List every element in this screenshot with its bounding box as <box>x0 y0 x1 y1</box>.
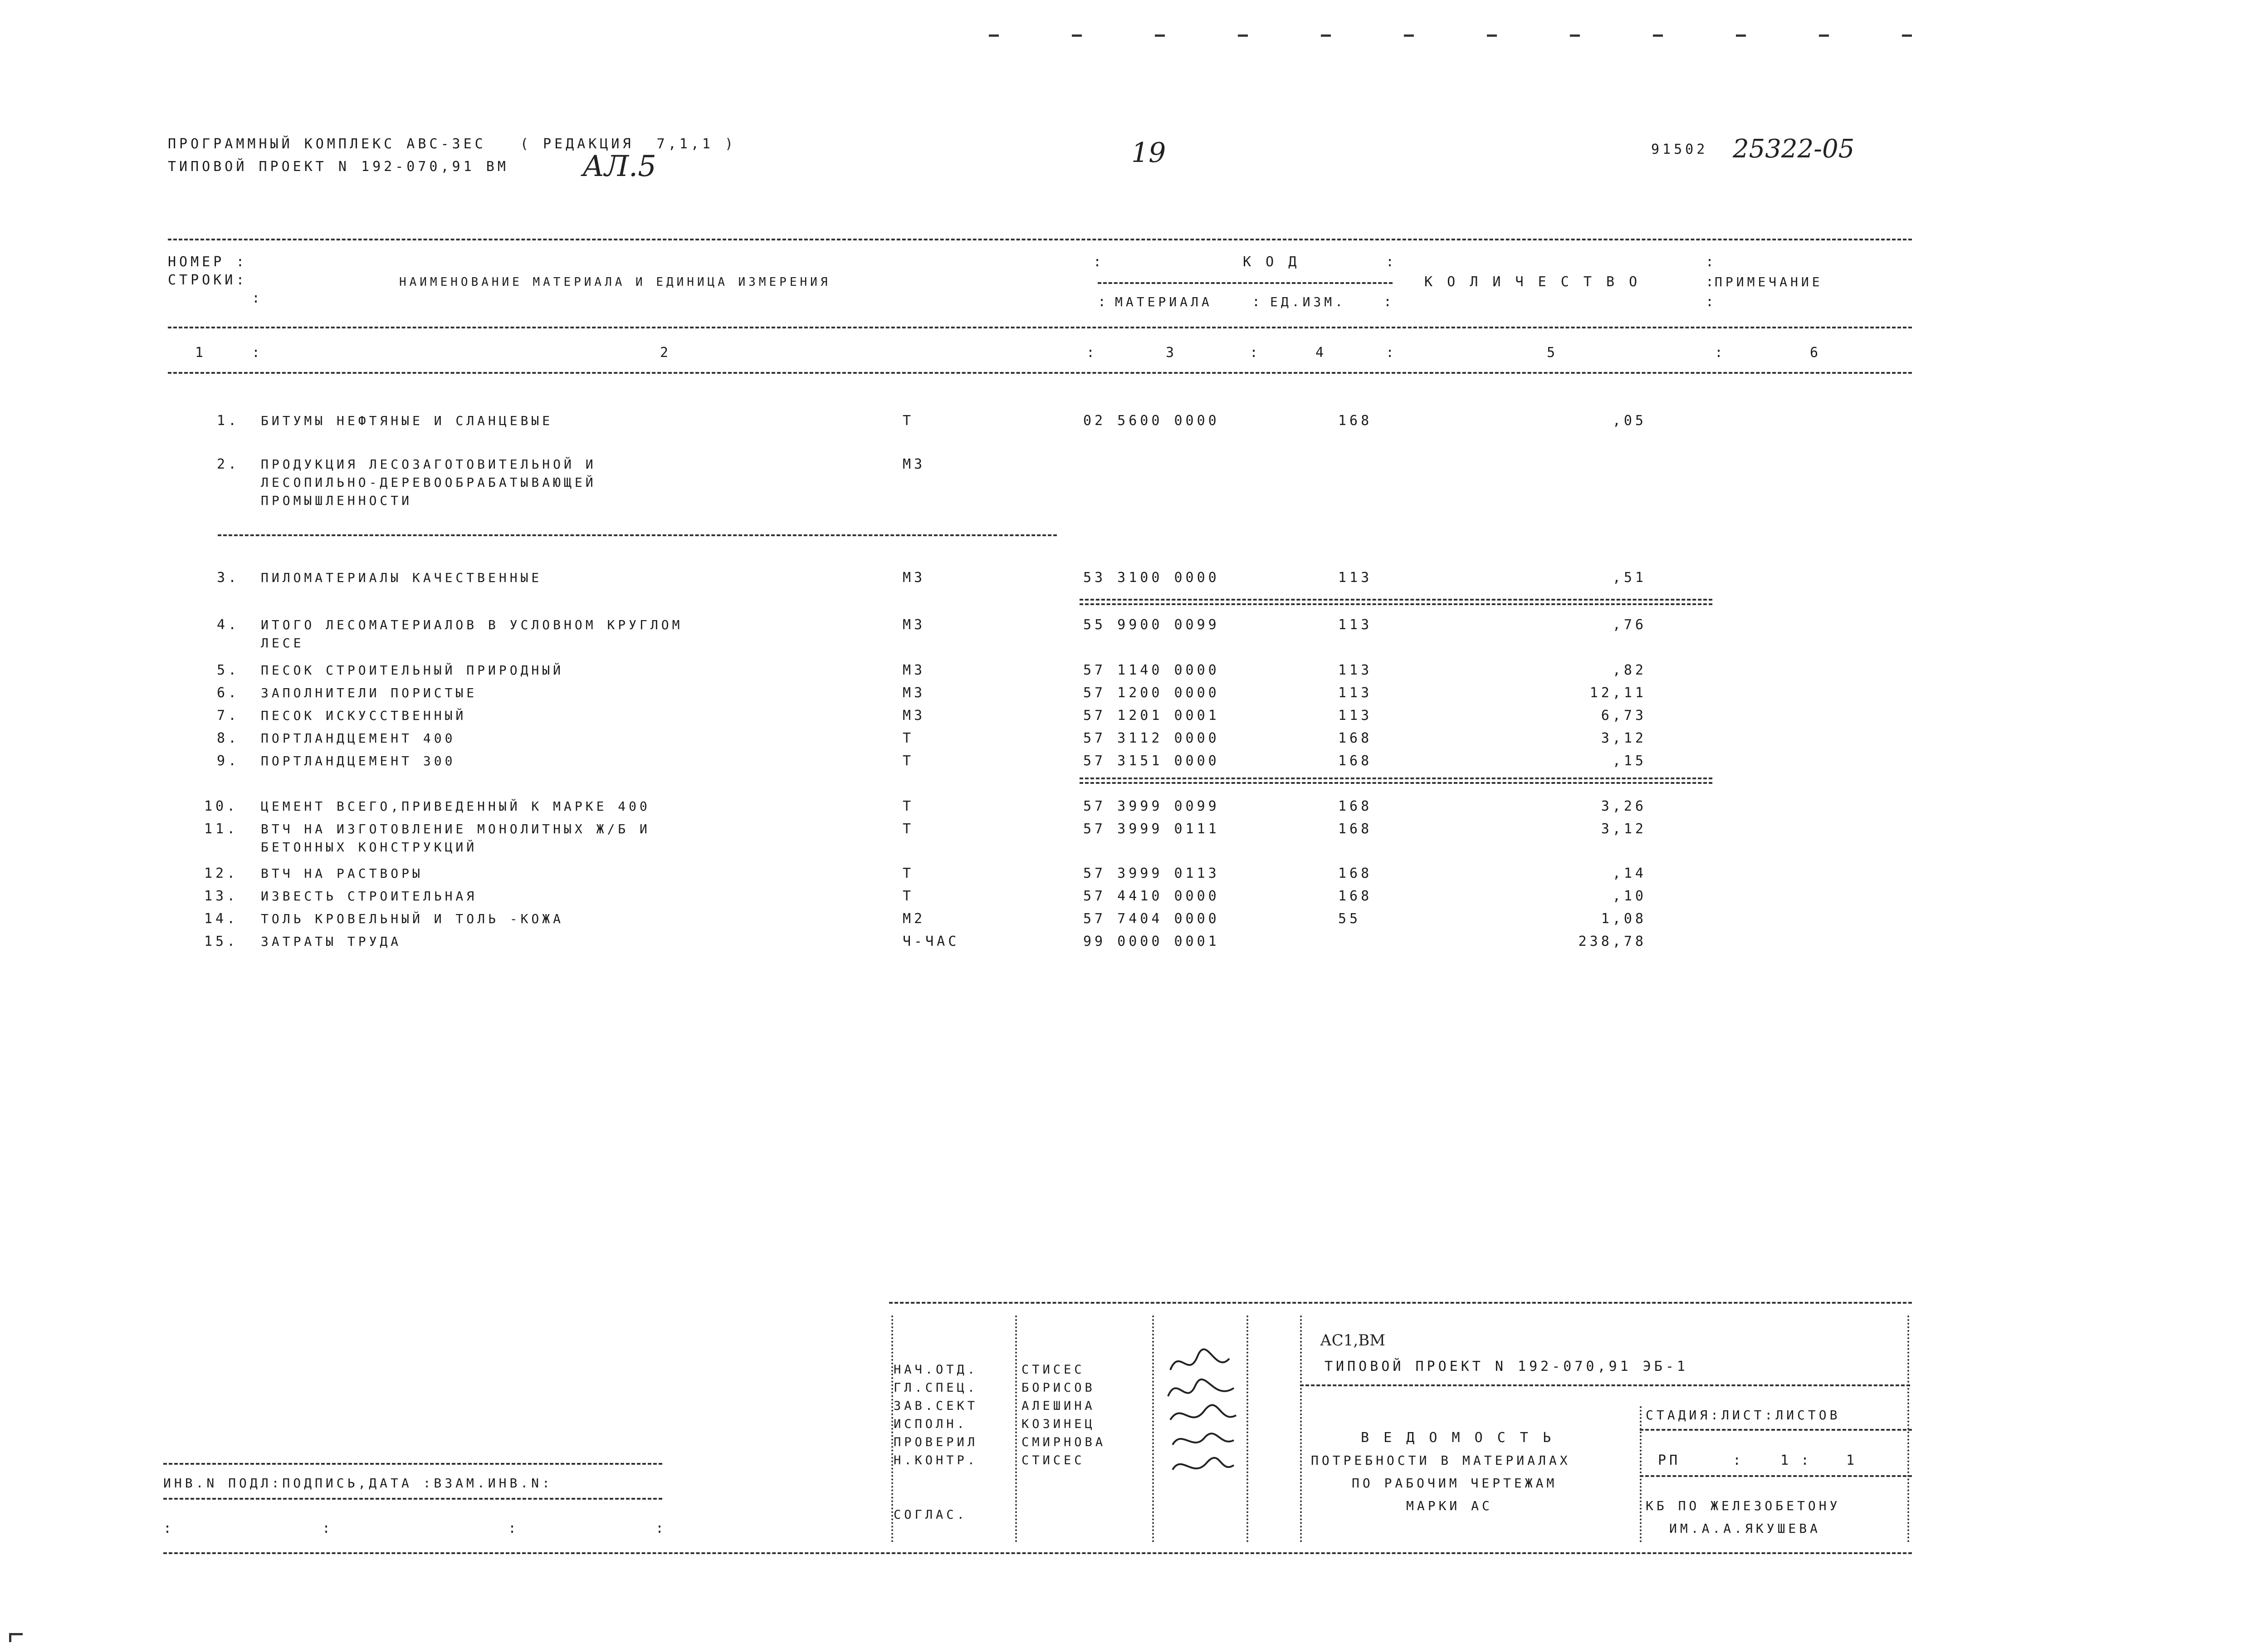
row-number: 9. <box>217 753 240 769</box>
row-unit: М3 <box>903 708 926 724</box>
stamp-sheets: 1 <box>1846 1452 1858 1468</box>
row-unit-code: 113 <box>1338 617 1373 633</box>
row-quantity: 1,08 <box>1601 911 1647 927</box>
row-number: 6. <box>217 685 240 701</box>
page-number: 19 <box>1131 137 1166 169</box>
row-unit-code: 168 <box>1338 730 1373 746</box>
row-unit: Т <box>903 413 914 429</box>
stamp-role: ГЛ.СПЕЦ. <box>894 1381 978 1395</box>
row-name-line: ПИЛОМАТЕРИАЛЫ КАЧЕСТВЕННЫЕ <box>261 570 543 585</box>
top-dash <box>989 34 999 37</box>
row-unit-code: 168 <box>1338 798 1373 814</box>
stamp-name: СТИСЕС <box>1022 1363 1085 1377</box>
stamp-stage: РП <box>1658 1452 1681 1468</box>
row-unit-code: 168 <box>1338 413 1373 429</box>
row-name-line: ПРОДУКЦИЯ ЛЕСОЗАГОТОВИТЕЛЬНОЙ И <box>261 457 596 472</box>
stamp-left-top-rule <box>163 1463 662 1465</box>
row-name-line: ИЗВЕСТЬ СТРОИТЕЛЬНАЯ <box>261 889 478 904</box>
row-unit: Т <box>903 821 914 837</box>
stamp-project-rule <box>1300 1384 1910 1386</box>
row-unit: Т <box>903 888 914 904</box>
row-name-line: ПРОМЫШЛЕННОСТИ <box>261 493 413 508</box>
stamp-org-2: ИМ.А.А.ЯКУШЕВА <box>1669 1521 1821 1536</box>
row-unit: Т <box>903 730 914 746</box>
row-quantity: ,14 <box>1612 866 1647 881</box>
top-dash <box>1736 34 1746 37</box>
stamp-name: БОРИСОВ <box>1022 1381 1095 1395</box>
row-quantity: ,05 <box>1612 413 1647 429</box>
row-number: 5. <box>217 662 240 678</box>
row-unit: М3 <box>903 570 926 586</box>
doc-code-print: 91502 <box>1651 142 1708 157</box>
row-number: 1. <box>217 413 240 429</box>
stamp-stage-rule-1 <box>1640 1429 1912 1431</box>
program-line: ПРОГРАММНЫЙ КОМПЛЕКС АВС-ЗЕС ( РЕДАКЦИЯ 7,1,1 ) <box>168 136 737 152</box>
row-number: 3. <box>217 570 240 586</box>
stamp-doc-title-1: В Е Д О М О С Т Ь <box>1361 1430 1554 1446</box>
stamp-project-title: ТИПОВОЙ ПРОЕКТ N 192-070,91 ЭБ-1 <box>1325 1359 1688 1374</box>
row-number: 8. <box>217 730 240 746</box>
row-material-code: 02 5600 0000 <box>1083 413 1220 429</box>
top-dash <box>1819 34 1829 37</box>
row-unit-code: 168 <box>1338 866 1373 881</box>
top-dash <box>1570 34 1580 37</box>
row-name-line: ПОРТЛАНДЦЕМЕНТ 300 <box>261 753 456 768</box>
stamp-vline-2 <box>1015 1315 1017 1542</box>
row-material-code: 53 3100 0000 <box>1083 570 1220 586</box>
stamp-role: ИСПОЛН. <box>894 1417 968 1431</box>
row-name-line: ВТЧ НА РАСТВОРЫ <box>261 866 423 881</box>
row-quantity: 6,73 <box>1601 708 1647 724</box>
row-number: 15. <box>204 934 239 949</box>
top-dash <box>1321 34 1331 37</box>
top-dash <box>1902 34 1912 37</box>
header-code-split-rule <box>1098 282 1393 284</box>
row-unit: Т <box>903 866 914 881</box>
row-material-code: 57 3151 0000 <box>1083 753 1220 769</box>
header-code: К О Д <box>1243 254 1300 270</box>
row-unit-code: 168 <box>1338 821 1373 837</box>
project-line: ТИПОВОЙ ПРОЕКТ N 192-070,91 ВМ <box>168 159 509 175</box>
row-name-line: ЦЕМЕНТ ВСЕГО,ПРИВЕДЕННЫЙ К МАРКЕ 400 <box>261 799 650 814</box>
row-quantity: ,15 <box>1612 753 1647 769</box>
corner-mark-v <box>9 1633 11 1642</box>
stamp-code-hand: АС1,ВМ <box>1320 1331 1386 1350</box>
row-unit: Т <box>903 798 914 814</box>
row-unit: Ч-ЧАС <box>903 934 960 949</box>
row-unit-code: 113 <box>1338 570 1373 586</box>
stamp-stage-rule-2 <box>1640 1475 1912 1477</box>
row2-underline <box>218 534 1057 536</box>
row-number: 2. <box>217 456 240 472</box>
stamp-name: КОЗИНЕЦ <box>1022 1417 1095 1431</box>
row-name-line: ПЕСОК ИСКУССТВЕННЫЙ <box>261 708 467 723</box>
row-unit-code: 168 <box>1338 753 1373 769</box>
row-material-code: 57 7404 0000 <box>1083 911 1220 927</box>
stamp-role: ЗАВ.СЕКТ <box>894 1399 978 1413</box>
row-unit-code: 113 <box>1338 662 1373 678</box>
row-number: 11. <box>204 821 239 837</box>
row-name-line: ЛЕСЕ <box>261 636 304 650</box>
row-number: 7. <box>217 708 240 724</box>
row-number: 10. <box>204 798 239 814</box>
row-name-line: ЛЕСОПИЛЬНО-ДЕРЕВООБРАБАТЫВАЮЩЕЙ <box>261 475 596 490</box>
header-number-line1: НОМЕР : <box>168 254 248 270</box>
row-material-code: 57 4410 0000 <box>1083 888 1220 904</box>
handwritten-album-number: АЛ.5 <box>582 150 656 183</box>
top-dash <box>1072 34 1082 37</box>
signatures-scribbles <box>1161 1343 1243 1506</box>
stamp-vline-5 <box>1300 1315 1302 1542</box>
row-unit: Т <box>903 753 914 769</box>
stamp-vline-4 <box>1246 1315 1248 1542</box>
row-name-line: ИТОГО ЛЕСОМАТЕРИАЛОВ В УСЛОВНОМ КРУГЛОМ <box>261 617 683 632</box>
row-material-code: 57 1201 0001 <box>1083 708 1220 724</box>
header-code-material: МАТЕРИАЛА <box>1115 294 1212 309</box>
row-material-code: 57 1140 0000 <box>1083 662 1220 678</box>
top-dash <box>1653 34 1663 37</box>
row-material-code: 99 0000 0001 <box>1083 934 1220 949</box>
header-code-unit: ЕД.ИЗМ. <box>1270 294 1346 309</box>
stamp-vline-1 <box>891 1315 893 1542</box>
row-number: 13. <box>204 888 239 904</box>
stamp-org-1: КБ ПО ЖЕЛЕЗОБЕТОНУ <box>1646 1498 1841 1513</box>
row-material-code: 55 9900 0099 <box>1083 617 1220 633</box>
stamp-doc-title-2: ПОТРЕБНОСТИ В МАТЕРИАЛАХ <box>1311 1453 1571 1468</box>
stamp-vline-stage <box>1640 1406 1642 1542</box>
row-quantity: 3,26 <box>1601 798 1647 814</box>
row-quantity: ,82 <box>1612 662 1647 678</box>
stamp-left-mid-rule <box>163 1498 662 1500</box>
row-name-line: ПОРТЛАНДЦЕМЕНТ 400 <box>261 731 456 746</box>
stamp-name: СМИРНОВА <box>1022 1435 1106 1449</box>
header-mid-rule <box>168 327 1912 328</box>
row-quantity: 3,12 <box>1601 821 1647 837</box>
top-dash <box>1238 34 1248 37</box>
stamp-doc-title-4: МАРКИ АС <box>1406 1498 1493 1513</box>
stamp-top-rule <box>889 1302 1912 1304</box>
total-double-rule-1 <box>1080 599 1712 605</box>
row-unit: М2 <box>903 911 926 927</box>
stamp-role: НАЧ.ОТД. <box>894 1363 978 1377</box>
row-material-code: 57 3112 0000 <box>1083 730 1220 746</box>
stamp-vline-3 <box>1152 1315 1154 1542</box>
row-number: 14. <box>204 911 239 927</box>
row-unit-code: 113 <box>1338 685 1373 701</box>
header-quantity: К О Л И Ч Е С Т В О <box>1424 274 1641 290</box>
stamp-role: СОГЛАС. <box>894 1508 968 1522</box>
stamp-sheet: 1 <box>1780 1452 1792 1468</box>
top-dash <box>1487 34 1497 37</box>
row-name-line: ВТЧ НА ИЗГОТОВЛЕНИЕ МОНОЛИТНЫХ Ж/Б И <box>261 822 650 836</box>
stamp-name: АЛЕШИНА <box>1022 1399 1095 1413</box>
row-material-code: 57 1200 0000 <box>1083 685 1220 701</box>
header-bottom-rule <box>168 372 1912 374</box>
row-quantity: 12,11 <box>1589 685 1647 701</box>
row-quantity: 238,78 <box>1578 934 1647 949</box>
stamp-name: СТИСЕС <box>1022 1453 1085 1467</box>
top-dash <box>1404 34 1414 37</box>
row-unit-code: 55 <box>1338 911 1361 927</box>
row-number: 12. <box>204 866 239 881</box>
row-unit: М3 <box>903 685 926 701</box>
header-name-col: НАИМЕНОВАНИЕ МАТЕРИАЛА И ЕДИНИЦА ИЗМЕРЕНИЯ <box>399 275 831 289</box>
row-name-line: ТОЛЬ КРОВЕЛЬНЫЙ И ТОЛЬ -КОЖА <box>261 911 564 926</box>
row-unit: М3 <box>903 617 926 633</box>
row-quantity: ,10 <box>1612 888 1647 904</box>
row-material-code: 57 3999 0099 <box>1083 798 1220 814</box>
row-unit-code: 168 <box>1338 888 1373 904</box>
stamp-role: Н.КОНТР. <box>894 1453 978 1467</box>
row-number: 4. <box>217 617 240 633</box>
row-material-code: 57 3999 0111 <box>1083 821 1220 837</box>
row-material-code: 57 3999 0113 <box>1083 866 1220 881</box>
stamp-stage-header: СТАДИЯ:ЛИСТ:ЛИСТОВ <box>1646 1408 1841 1423</box>
row-unit: М3 <box>903 662 926 678</box>
row-quantity: ,51 <box>1612 570 1647 586</box>
row-name-line: БИТУМЫ НЕФТЯНЫЕ И СЛАНЦЕВЫЕ <box>261 413 553 428</box>
row-unit: М3 <box>903 456 926 472</box>
stamp-bottom-rule <box>163 1552 1912 1554</box>
header-note: ПРИМЕЧАНИЕ <box>1715 274 1823 289</box>
row-name-line: ЗАТРАТЫ ТРУДА <box>261 934 402 949</box>
stamp-doc-title-3: ПО РАБОЧИМ ЧЕРТЕЖАМ <box>1352 1476 1558 1491</box>
top-dash <box>1155 34 1165 37</box>
row-name-line: ПЕСОК СТРОИТЕЛЬНЫЙ ПРИРОДНЫЙ <box>261 663 564 678</box>
stamp-left-header: ИНВ.N ПОДЛ:ПОДПИСЬ,ДАТА :ВЗАМ.ИНВ.N: <box>163 1476 553 1491</box>
stamp-role: ПРОВЕРИЛ <box>894 1435 978 1449</box>
header-number-line2: СТРОКИ: <box>168 272 248 288</box>
row-name-line: БЕТОННЫХ КОНСТРУКЦИЙ <box>261 840 478 855</box>
total-double-rule-2 <box>1080 777 1712 784</box>
doc-code-handwritten: 25322-05 <box>1733 134 1855 164</box>
row-quantity: 3,12 <box>1601 730 1647 746</box>
row-quantity: ,76 <box>1612 617 1647 633</box>
table-top-rule <box>168 239 1912 240</box>
row-name-line: ЗАПОЛНИТЕЛИ ПОРИСТЫЕ <box>261 685 478 700</box>
row-unit-code: 113 <box>1338 708 1373 724</box>
